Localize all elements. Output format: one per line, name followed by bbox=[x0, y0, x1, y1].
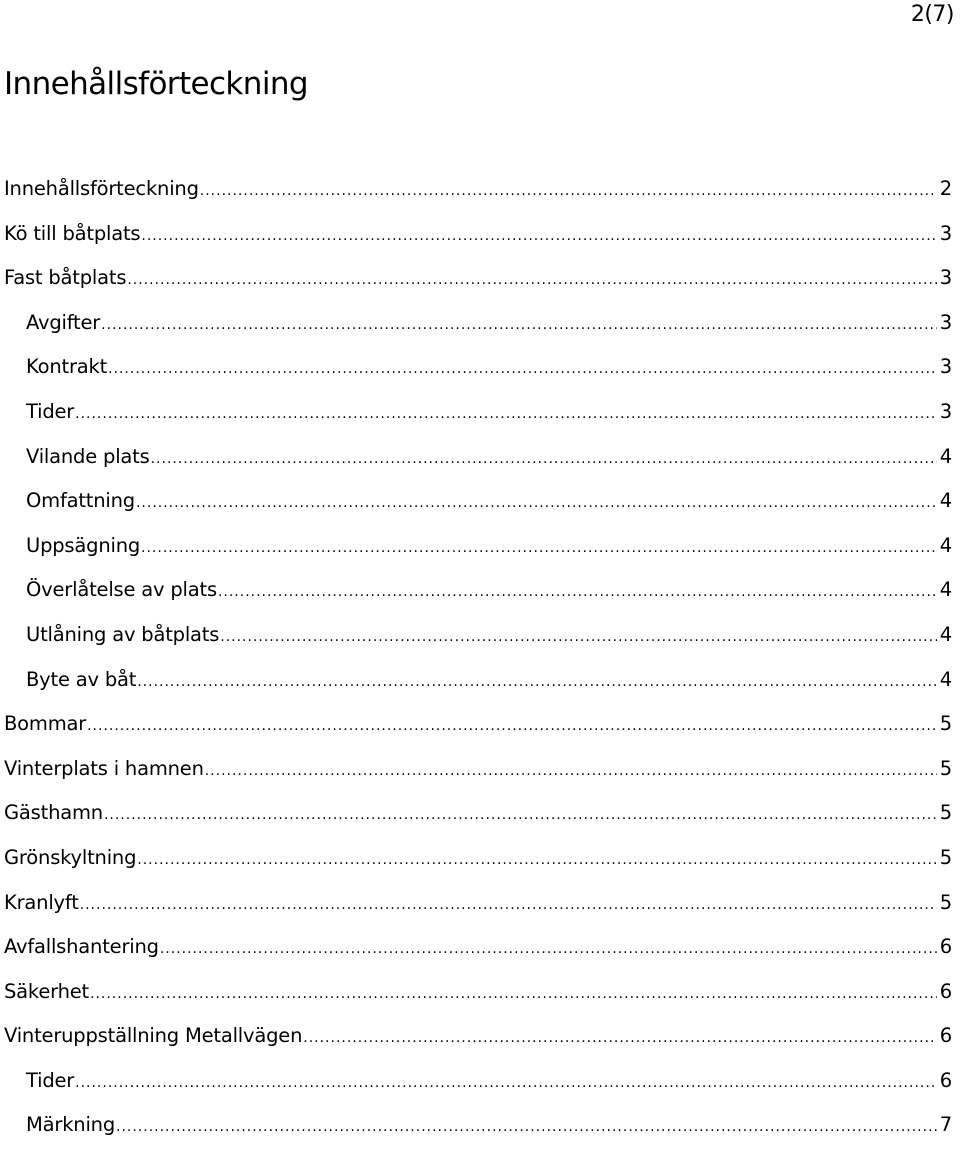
dot-leader bbox=[137, 852, 937, 868]
toc-entry-label[interactable]: Kontrakt bbox=[26, 355, 108, 379]
toc-entry[interactable] bbox=[0, 668, 952, 713]
dot-leader bbox=[137, 674, 937, 690]
toc-entry[interactable] bbox=[0, 355, 952, 400]
dot-leader bbox=[87, 718, 937, 734]
toc-entry-label[interactable]: Omfattning bbox=[26, 489, 135, 513]
page-title: Innehållsförteckning bbox=[4, 66, 308, 102]
toc-entry[interactable] bbox=[0, 177, 952, 222]
toc-entry-page-number[interactable]: 5 bbox=[939, 890, 952, 914]
toc-entry[interactable] bbox=[0, 400, 952, 445]
toc-entry-label[interactable]: Gästhamn bbox=[4, 801, 103, 825]
toc-entry-label[interactable]: Grönskyltning bbox=[4, 845, 137, 869]
dot-leader bbox=[160, 941, 937, 957]
toc-entry[interactable] bbox=[0, 1113, 952, 1158]
toc-entry[interactable] bbox=[0, 445, 952, 490]
toc-entry-page-number[interactable]: 5 bbox=[939, 712, 952, 736]
toc-entry-label[interactable]: Märkning bbox=[26, 1113, 115, 1137]
toc-entry-label[interactable]: Kranlyft bbox=[4, 890, 79, 914]
toc-entry-page-number[interactable]: 4 bbox=[939, 578, 952, 602]
page-number: 2(7) bbox=[910, 2, 954, 27]
dot-leader bbox=[116, 1119, 937, 1135]
dot-leader bbox=[75, 1075, 937, 1091]
dot-leader bbox=[205, 763, 937, 779]
dot-leader bbox=[108, 361, 937, 377]
toc-entry[interactable] bbox=[0, 757, 952, 802]
dot-leader bbox=[127, 272, 936, 288]
dot-leader bbox=[75, 406, 937, 422]
toc-entry-page-number[interactable]: 3 bbox=[939, 221, 952, 245]
toc-entry-page-number[interactable]: 6 bbox=[939, 979, 952, 1003]
dot-leader bbox=[101, 317, 937, 333]
toc-entry[interactable] bbox=[0, 489, 952, 534]
toc-entry[interactable] bbox=[0, 1069, 952, 1114]
toc-entry-label[interactable]: Överlåtelse av plats bbox=[26, 578, 217, 602]
toc-entry[interactable] bbox=[0, 534, 952, 579]
dot-leader bbox=[141, 228, 936, 244]
toc-entry-page-number[interactable]: 6 bbox=[939, 935, 952, 959]
toc-entry-label[interactable]: Vinterplats i hamnen bbox=[4, 756, 204, 780]
toc-entry-page-number[interactable]: 4 bbox=[939, 444, 952, 468]
toc-entry-page-number[interactable]: 3 bbox=[939, 310, 952, 334]
toc-entry-page-number[interactable]: 2 bbox=[939, 177, 952, 200]
dot-leader bbox=[220, 629, 937, 645]
toc-entry-label[interactable]: Innehållsförteckning bbox=[4, 177, 199, 200]
toc-entry-page-number[interactable]: 5 bbox=[939, 756, 952, 780]
toc-entry-page-number[interactable]: 6 bbox=[939, 1024, 952, 1048]
toc-entry-label[interactable]: Säkerhet bbox=[4, 979, 89, 1003]
toc-entry[interactable] bbox=[0, 623, 952, 668]
toc-entry-page-number[interactable]: 3 bbox=[939, 355, 952, 379]
dot-leader bbox=[90, 986, 937, 1002]
toc-entry[interactable] bbox=[0, 578, 952, 623]
toc-entry[interactable] bbox=[0, 980, 952, 1025]
dot-leader bbox=[200, 183, 937, 199]
toc-entry-page-number[interactable]: 5 bbox=[939, 845, 952, 869]
toc-entry-label[interactable]: Bommar bbox=[4, 712, 87, 736]
toc-entry-page-number[interactable]: 7 bbox=[939, 1113, 952, 1137]
toc-entry-page-number[interactable]: 4 bbox=[939, 489, 952, 513]
toc-entry[interactable] bbox=[0, 222, 952, 267]
toc-entry-label[interactable]: Kö till båtplats bbox=[4, 221, 141, 245]
toc-entry-page-number[interactable]: 3 bbox=[939, 266, 952, 290]
toc-entry-page-number[interactable]: 4 bbox=[939, 667, 952, 691]
toc-entry[interactable] bbox=[0, 311, 952, 356]
toc-entry-label[interactable]: Tider bbox=[26, 399, 75, 423]
toc-entry-page-number[interactable]: 4 bbox=[939, 622, 952, 646]
toc-entry-label[interactable]: Avfallshantering bbox=[4, 935, 159, 959]
table-of-contents bbox=[0, 177, 952, 1158]
dot-leader bbox=[136, 495, 937, 511]
toc-entry-label[interactable]: Utlåning av båtplats bbox=[26, 622, 220, 646]
toc-entry-page-number[interactable]: 5 bbox=[939, 801, 952, 825]
toc-entry[interactable] bbox=[0, 891, 952, 936]
dot-leader bbox=[218, 584, 937, 600]
toc-entry-page-number[interactable]: 3 bbox=[939, 399, 952, 423]
toc-entry[interactable] bbox=[0, 846, 952, 891]
toc-entry[interactable] bbox=[0, 266, 952, 311]
toc-entry[interactable] bbox=[0, 1024, 952, 1069]
toc-entry[interactable] bbox=[0, 712, 952, 757]
toc-entry-page-number[interactable]: 4 bbox=[939, 533, 952, 557]
toc-entry-label[interactable]: Byte av båt bbox=[26, 667, 137, 691]
toc-entry-label[interactable]: Fast båtplats bbox=[4, 266, 127, 290]
toc-entry[interactable] bbox=[0, 801, 952, 846]
dot-leader bbox=[104, 807, 937, 823]
dot-leader bbox=[141, 540, 937, 556]
toc-entry-label[interactable]: Uppsägning bbox=[26, 533, 141, 557]
dot-leader bbox=[303, 1030, 937, 1046]
toc-entry-page-number[interactable]: 6 bbox=[939, 1068, 952, 1092]
dot-leader bbox=[80, 897, 937, 913]
toc-entry-label[interactable]: Vinteruppställning Metallvägen bbox=[4, 1024, 303, 1048]
dot-leader bbox=[151, 451, 937, 467]
toc-entry-label[interactable]: Vilande plats bbox=[26, 444, 150, 468]
toc-entry-label[interactable]: Avgifter bbox=[26, 310, 101, 334]
toc-entry[interactable] bbox=[0, 935, 952, 980]
toc-entry-label[interactable]: Tider bbox=[26, 1068, 75, 1092]
